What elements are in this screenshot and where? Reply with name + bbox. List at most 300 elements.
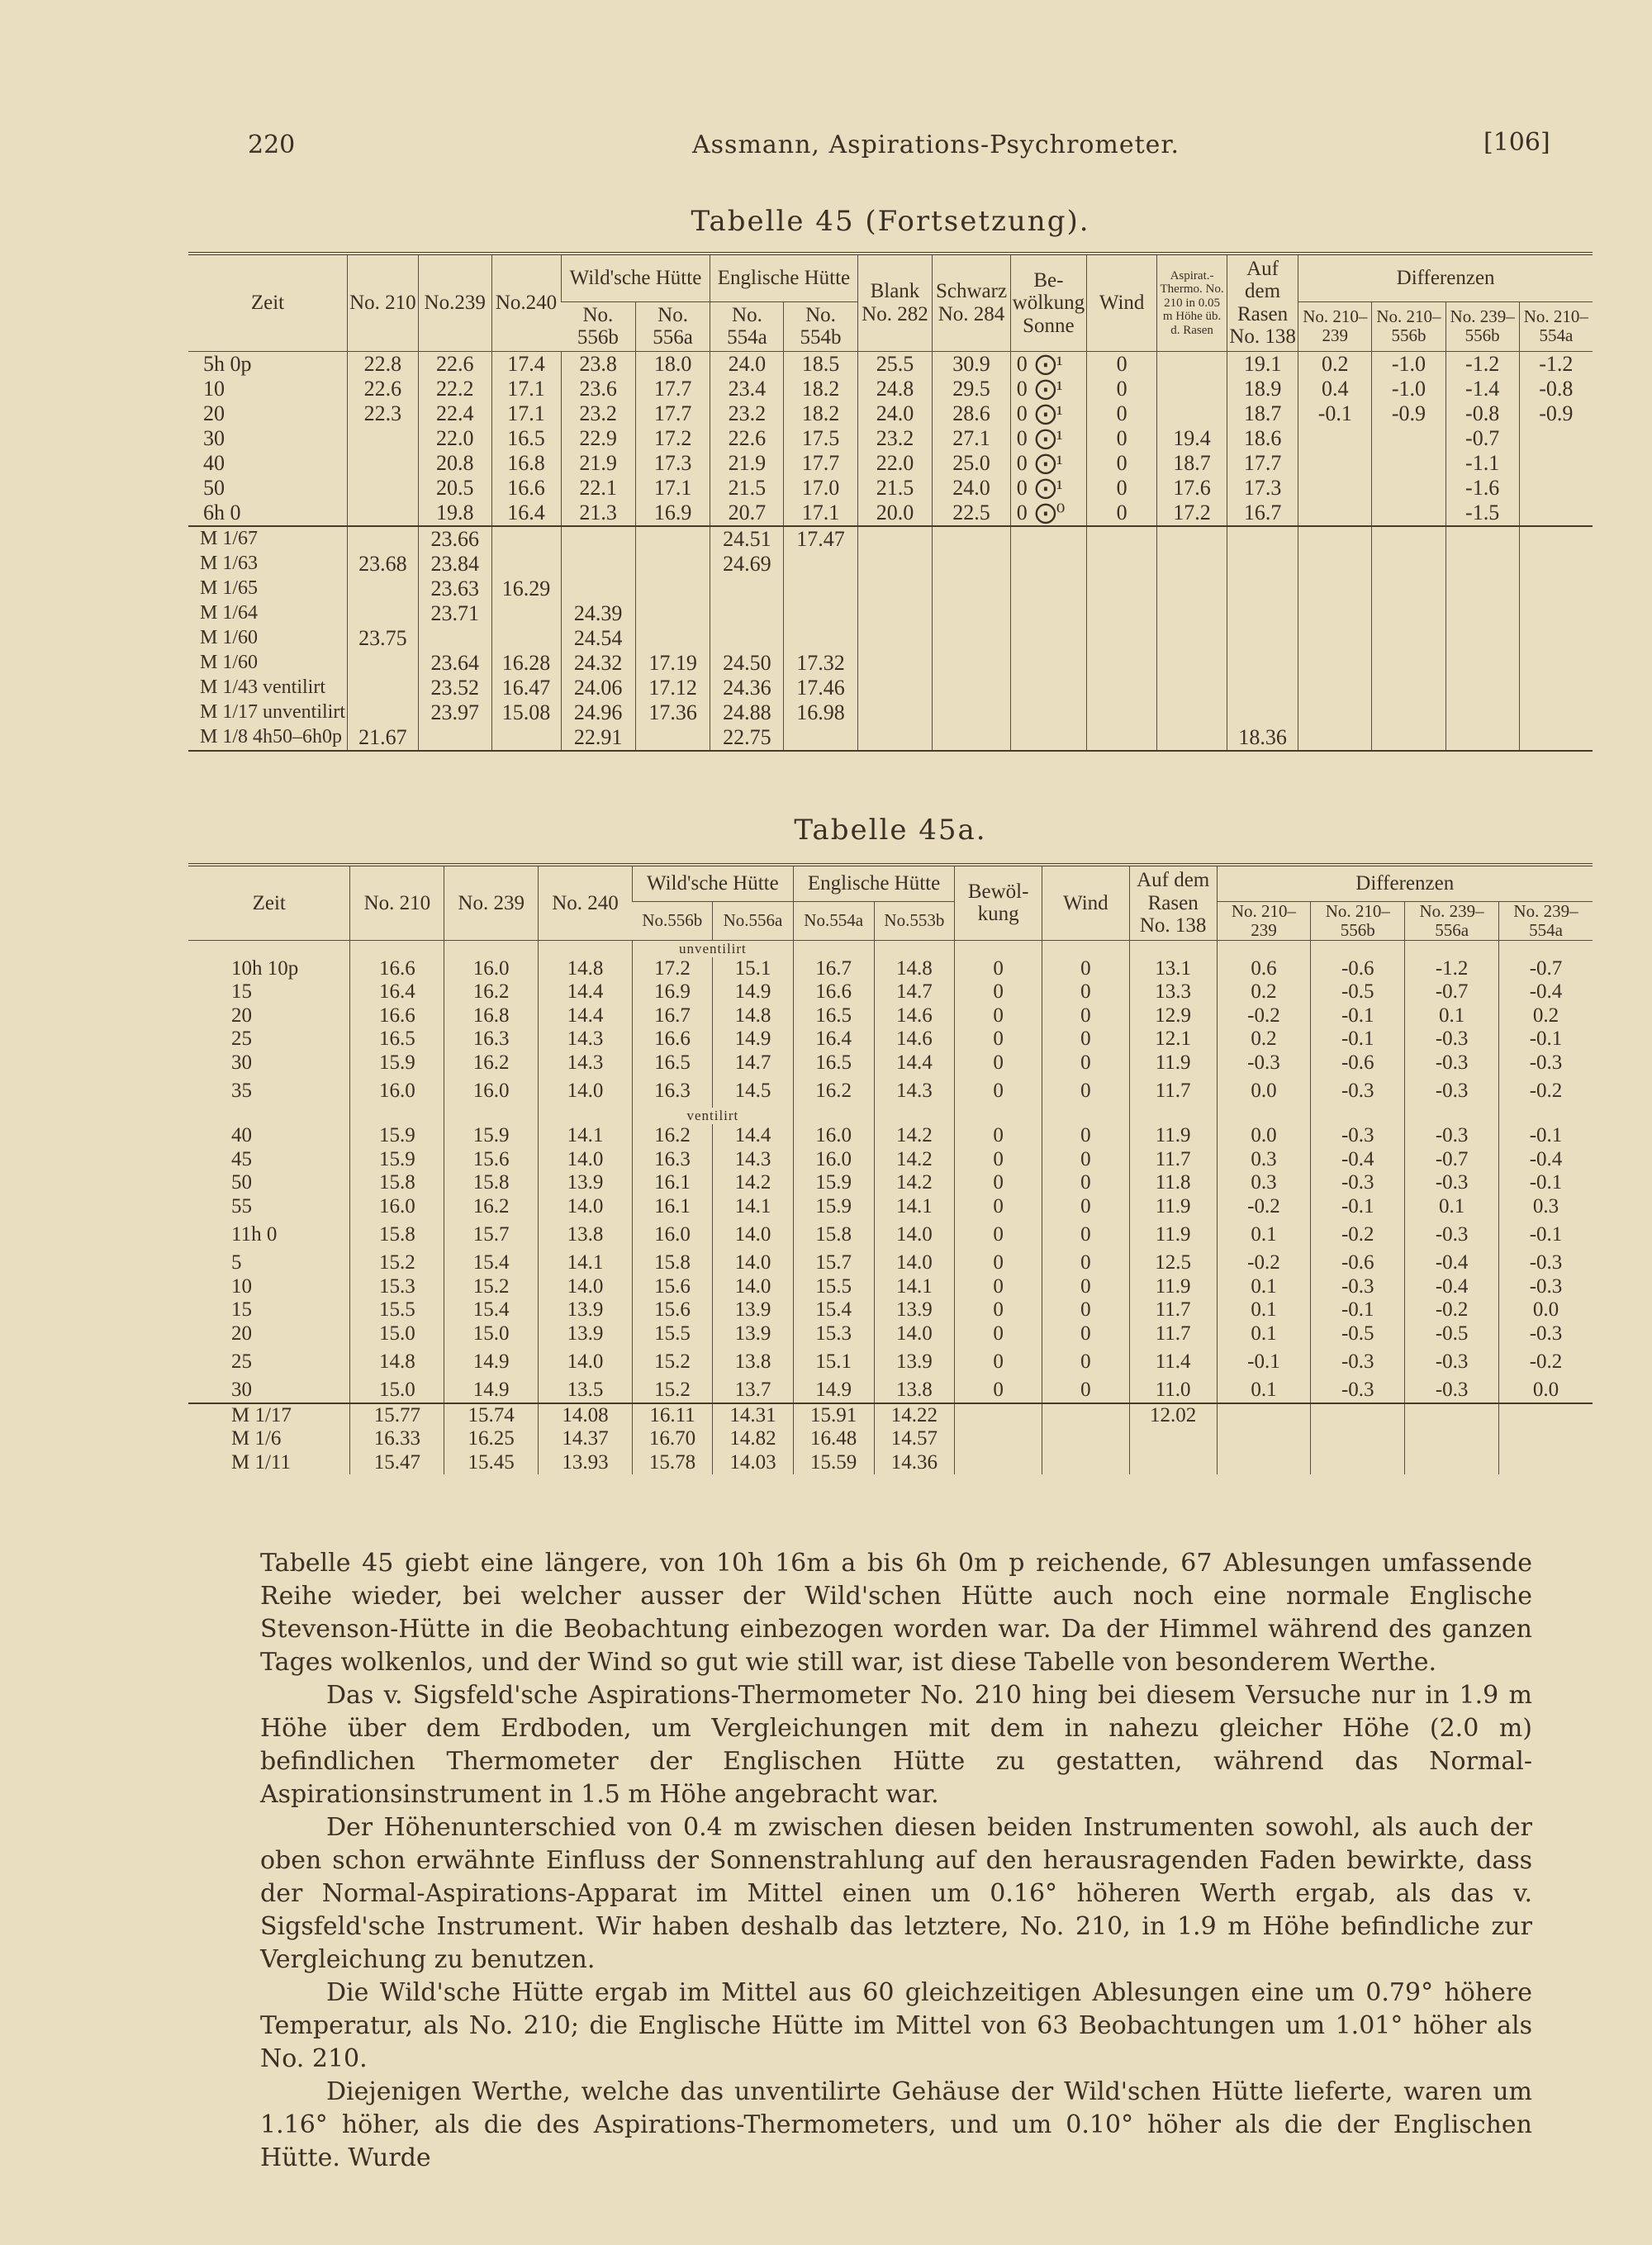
- table-cell: 16.0: [444, 1075, 539, 1108]
- table-cell: 0.4: [1298, 377, 1372, 401]
- table-cell: M 1/11: [231, 1450, 291, 1474]
- table-cell: [1372, 476, 1446, 501]
- table-cell: 20.0: [857, 501, 933, 526]
- t45-h-no554a: No. 554a: [710, 301, 784, 351]
- table-cell: 22.1: [561, 476, 635, 501]
- table-cell: [188, 1108, 350, 1124]
- table-cell: 16.0: [350, 1195, 444, 1219]
- table-cell: 14.0: [539, 1275, 633, 1299]
- table-cell: [955, 1427, 1042, 1451]
- table-cell: 24.39: [561, 601, 635, 626]
- table-cell: 17.32: [784, 651, 857, 676]
- table-cell: [1446, 676, 1519, 700]
- table-cell: ⨀¹: [1034, 450, 1063, 475]
- table-cell: 19.1: [1227, 351, 1298, 377]
- table-cell: -1.2: [1446, 351, 1519, 377]
- table-cell: 23.2: [710, 401, 784, 426]
- table-cell: 15.77: [350, 1403, 444, 1428]
- table-cell: -0.2: [1499, 1346, 1593, 1379]
- table-cell: 14.2: [874, 1124, 955, 1148]
- table-cell: 23.71: [418, 601, 491, 626]
- table-cell: [350, 1108, 444, 1124]
- t45-h-no239: No.239: [418, 254, 491, 351]
- table-cell: 0: [955, 1251, 1042, 1275]
- table-cell: -0.3: [1311, 1379, 1405, 1403]
- table-cell: 11.4: [1129, 1346, 1217, 1379]
- table-cell: 14.0: [874, 1218, 955, 1251]
- table-cell: 11h 0: [231, 1223, 278, 1246]
- table-cell: [1519, 451, 1593, 476]
- table-cell: [1446, 601, 1519, 626]
- t45-h-sonne-label: Sonne: [1023, 314, 1075, 337]
- table-cell: 11.8: [1129, 1171, 1217, 1195]
- table-cell: -0.7: [1499, 957, 1593, 981]
- table-cell: -0.8: [1446, 401, 1519, 426]
- t45a-h-no556a: No.556a: [713, 901, 794, 940]
- table-cell: 13.9: [539, 1298, 633, 1322]
- table-cell: 11.7: [1129, 1075, 1217, 1108]
- t45-h-d3: No. 239–556b: [1446, 301, 1519, 351]
- table-cell: [635, 626, 710, 651]
- table-cell: 25: [231, 1028, 252, 1051]
- table-cell: 20: [231, 1004, 252, 1027]
- table-cell: M 1/43 ventilirt: [200, 676, 325, 698]
- table-cell: [1033, 577, 1087, 601]
- table-cell: [1087, 700, 1157, 725]
- table-cell: 16.8: [491, 451, 561, 476]
- table-cell: 16.70: [632, 1427, 712, 1451]
- table-cell: [1372, 451, 1446, 476]
- table-cell: -0.8: [1519, 377, 1593, 401]
- table-cell: [784, 725, 857, 751]
- table-cell: 17.4: [491, 351, 561, 377]
- table-cell: 14.37: [539, 1427, 633, 1451]
- table-cell: 23.2: [857, 426, 933, 451]
- table-cell: [784, 577, 857, 601]
- table-cell: 20.8: [418, 451, 491, 476]
- table-row: [188, 1218, 1593, 1251]
- table-cell: 14.6: [874, 1004, 955, 1028]
- table-cell: 17.2: [1157, 501, 1227, 526]
- table-cell: [1227, 651, 1298, 676]
- table-cell: 0: [1087, 476, 1157, 501]
- table-row: [188, 451, 1593, 476]
- table-cell: [348, 577, 419, 601]
- t45-h-d4: No. 210–554a: [1519, 301, 1593, 351]
- table-cell: 23.2: [561, 401, 635, 426]
- table-cell: 24.54: [561, 626, 635, 651]
- table-cell: -0.3: [1405, 1346, 1499, 1379]
- table-cell: 18.0: [635, 351, 710, 377]
- table-cell: 13.9: [713, 1298, 794, 1322]
- table-cell: -0.3: [1405, 1028, 1499, 1051]
- table-cell: [1499, 1108, 1593, 1124]
- table-cell: 0.1: [1217, 1275, 1311, 1299]
- table-cell: 17.1: [491, 401, 561, 426]
- table-cell: 16.0: [793, 1124, 874, 1148]
- table-cell: 0: [955, 1322, 1042, 1346]
- table-cell: 14.8: [539, 957, 633, 981]
- table-cell: 24.36: [710, 676, 784, 700]
- table-cell: 0: [1087, 426, 1157, 451]
- table-cell: 28.6: [933, 401, 1010, 426]
- table-cell: 21.3: [561, 501, 635, 526]
- t45a-h-no554a: No.554a: [793, 901, 874, 940]
- table-cell: [933, 700, 1010, 725]
- table-cell: [1217, 940, 1311, 957]
- table-cell: 0: [1042, 1251, 1130, 1275]
- table-cell: [1405, 1403, 1499, 1428]
- table-cell: [1010, 725, 1033, 751]
- table-row: [188, 577, 1593, 601]
- table-cell: [1298, 601, 1372, 626]
- table-cell: [348, 451, 419, 476]
- table-cell: 17.1: [491, 377, 561, 401]
- table-cell: [348, 676, 419, 700]
- table-cell: [1227, 577, 1298, 601]
- table-cell: 22.5: [933, 501, 1010, 526]
- table-cell: 0: [1042, 1379, 1130, 1403]
- table-cell: 16.3: [632, 1075, 712, 1108]
- table-cell: 15.91: [793, 1403, 874, 1428]
- table-cell: 22.6: [348, 377, 419, 401]
- table-cell: [933, 626, 1010, 651]
- table-cell: -0.4: [1405, 1251, 1499, 1275]
- table-cell: 14.0: [713, 1218, 794, 1251]
- table-cell: 30: [203, 425, 225, 450]
- table-cell: 16.48: [793, 1427, 874, 1451]
- table-cell: [1372, 601, 1446, 626]
- table-cell: 21.67: [348, 725, 419, 751]
- table-cell: [1519, 577, 1593, 601]
- table-cell: [1217, 1427, 1311, 1451]
- t45a-h-zeit: Zeit: [188, 865, 350, 940]
- table-cell: [1033, 552, 1087, 577]
- table-cell: -0.4: [1499, 1148, 1593, 1172]
- table-cell: [1217, 1403, 1311, 1428]
- table-cell: -0.4: [1499, 980, 1593, 1004]
- table-cell: 5: [231, 1251, 242, 1274]
- table-cell: 20: [203, 401, 225, 425]
- table-cell: 0: [1042, 1346, 1130, 1379]
- table-cell: 11.9: [1129, 1051, 1217, 1075]
- table-cell: 19.4: [1157, 426, 1227, 451]
- table-cell: 35: [231, 1080, 252, 1103]
- table-cell: 16.1: [632, 1195, 712, 1219]
- table-cell: -0.3: [1405, 1171, 1499, 1195]
- table-cell: [955, 940, 1042, 957]
- table-cell: 16.1: [632, 1171, 712, 1195]
- table-cell: 22.0: [418, 426, 491, 451]
- table-cell: [1157, 577, 1227, 601]
- table-cell: -0.3: [1217, 1051, 1311, 1075]
- table-cell: [491, 626, 561, 651]
- table-cell: [1129, 940, 1217, 957]
- table-cell: -0.3: [1311, 1275, 1405, 1299]
- table-cell: 21.5: [710, 476, 784, 501]
- table-cell: 22.91: [561, 725, 635, 751]
- table-cell: 0: [955, 1075, 1042, 1108]
- table-cell: 0: [955, 1148, 1042, 1172]
- table-cell: 10: [203, 376, 225, 401]
- table-cell: [350, 940, 444, 957]
- table-cell: 16.98: [784, 700, 857, 725]
- t45-h-d2: No. 210–556b: [1372, 301, 1446, 351]
- table-cell: 13.5: [539, 1379, 633, 1403]
- table-cell: [1519, 426, 1593, 451]
- table-cell: 14.0: [713, 1275, 794, 1299]
- table-cell: 17.6: [1157, 476, 1227, 501]
- table-cell: 29.5: [933, 377, 1010, 401]
- table-cell: 0: [1010, 377, 1033, 401]
- table-cell: 14.1: [713, 1195, 794, 1219]
- table-cell: 14.7: [713, 1051, 794, 1075]
- table-cell: 12.02: [1129, 1403, 1217, 1428]
- table-row: [188, 700, 1593, 725]
- table-cell: [784, 626, 857, 651]
- table-cell: -0.1: [1217, 1346, 1311, 1379]
- t45-h-no210: No. 210: [348, 254, 419, 351]
- table-row: [188, 1379, 1593, 1403]
- table-row: [188, 552, 1593, 577]
- table-cell: [1157, 377, 1227, 401]
- table-cell: -0.6: [1311, 1251, 1405, 1275]
- table-cell: -0.5: [1405, 1322, 1499, 1346]
- table-cell: [933, 577, 1010, 601]
- table-cell: 14.36: [874, 1451, 955, 1475]
- table-cell: 10: [231, 1274, 252, 1298]
- table-cell: [1405, 940, 1499, 957]
- table-cell: 18.6: [1227, 426, 1298, 451]
- table-cell: 15.8: [444, 1171, 539, 1195]
- t45-h-wind: Wind: [1087, 254, 1157, 351]
- table-cell: 16.5: [350, 1028, 444, 1051]
- table-cell: 0: [1042, 1028, 1130, 1051]
- table-cell: 16.4: [491, 501, 561, 526]
- table-cell: 19.8: [418, 501, 491, 526]
- table-cell: [710, 577, 784, 601]
- table-cell: 14.22: [874, 1403, 955, 1428]
- table-cell: 16.5: [632, 1051, 712, 1075]
- table-cell: -0.1: [1311, 1028, 1405, 1051]
- table-cell: 17.0: [784, 476, 857, 501]
- table-cell: 16.7: [632, 1004, 712, 1028]
- t45-h-no240: No.240: [491, 254, 561, 351]
- table-cell: 0: [1010, 476, 1033, 501]
- table-cell: 14.1: [874, 1275, 955, 1299]
- table-row: [188, 401, 1593, 426]
- table-cell: 22.9: [561, 426, 635, 451]
- table-cell: [874, 940, 955, 957]
- table-cell: 16.6: [350, 1004, 444, 1028]
- table-cell: 14.57: [874, 1427, 955, 1451]
- t45-h-engl: Englische Hütte: [710, 254, 857, 301]
- table-cell: -0.3: [1499, 1251, 1593, 1275]
- table-row: [188, 725, 1593, 751]
- table-cell: [635, 601, 710, 626]
- table-cell: 23.66: [418, 526, 491, 552]
- paragraph-3: Der Höhenunterschied von 0.4 m zwischen diesen beiden Instrumenten sowohl, als auch der oben schon erwähnte Einfluss der Sonnenstrahlung auf den herausragenden Faden bewirkte, dass der Normal-Aspirations-Apparat im Mittel einen um 0.16° höheren Werth ergab, als das v. Sigsfeld'sche Instrument. Wir haben deshalb das letztere, No. 210, in 1.9 m Höhe befindliche zur Vergleichung zu benutzen.: [260, 1813, 1532, 1974]
- table-cell: 16.47: [491, 676, 561, 700]
- t45-data-rows: [188, 351, 1593, 751]
- table-cell: -0.7: [1405, 980, 1499, 1004]
- table-cell: 13.7: [713, 1379, 794, 1403]
- table-cell: [1217, 1108, 1311, 1124]
- table-cell: [857, 725, 933, 751]
- table-cell: [1311, 1427, 1405, 1451]
- table-cell: 50: [231, 1171, 252, 1194]
- table-cell: [1227, 601, 1298, 626]
- table-cell: [955, 1403, 1042, 1428]
- table-cell: 17.12: [635, 676, 710, 700]
- table-cell: -1.5: [1446, 501, 1519, 526]
- table-cell: 15.59: [793, 1451, 874, 1475]
- table-cell: 16.0: [632, 1218, 712, 1251]
- table-row: [188, 1322, 1593, 1346]
- table-cell: [933, 601, 1010, 626]
- table-cell: [710, 626, 784, 651]
- table-cell: [635, 552, 710, 577]
- table-cell: 0: [1042, 1148, 1130, 1172]
- table-cell: -0.4: [1405, 1275, 1499, 1299]
- table-cell: 0: [955, 980, 1042, 1004]
- table-cell: 15: [231, 980, 252, 1004]
- table-cell: 16.6: [350, 957, 444, 981]
- table-cell: 24.0: [857, 401, 933, 426]
- table-cell: [188, 940, 350, 957]
- table-cell: 0: [1010, 351, 1033, 377]
- table-cell: 0.3: [1217, 1171, 1311, 1195]
- table-cell: [1042, 1108, 1130, 1124]
- t45-h-no556b: No. 556b: [561, 301, 635, 351]
- t45a-h-diff: Differenzen: [1217, 865, 1593, 901]
- table-row: [188, 526, 1593, 552]
- table-cell: [561, 577, 635, 601]
- table-cell: 14.6: [874, 1028, 955, 1051]
- table-cell: 16.9: [632, 980, 712, 1004]
- table-cell: [1087, 725, 1157, 751]
- table-cell: 14.5: [713, 1075, 794, 1108]
- paragraph-4: Die Wild'sche Hütte ergab im Mittel aus 60 gleichzeitigen Ablesungen eine um 0.79° höhere Temperatur, als No. 210; die Englische Hütte im Mittel von 63 Beobachtungen um 1.01° höher als No. 210.: [260, 1978, 1532, 2073]
- table-cell: [348, 501, 419, 526]
- table-cell: 15.9: [350, 1124, 444, 1148]
- table-cell: [857, 651, 933, 676]
- table-cell: ⨀¹: [1034, 425, 1063, 450]
- table-cell: 14.8: [874, 957, 955, 981]
- table-cell: [491, 552, 561, 577]
- table-cell: 0: [955, 1218, 1042, 1251]
- table-row: [188, 1403, 1593, 1428]
- table-cell: [635, 526, 710, 552]
- table-cell: -0.3: [1405, 1379, 1499, 1403]
- table-cell: 25: [231, 1350, 252, 1374]
- table-cell: 13.9: [874, 1298, 955, 1322]
- table-cell: 17.1: [784, 501, 857, 526]
- table-cell: 0: [955, 1275, 1042, 1299]
- table-cell: 17.19: [635, 651, 710, 676]
- table-cell: [491, 526, 561, 552]
- table-cell: [491, 725, 561, 751]
- table-cell: -0.2: [1311, 1218, 1405, 1251]
- table-cell: 23.52: [418, 676, 491, 700]
- table-cell: 24.8: [857, 377, 933, 401]
- table-cell: 15.9: [350, 1051, 444, 1075]
- table-cell: [857, 601, 933, 626]
- table-cell: 15.8: [350, 1218, 444, 1251]
- table-cell: -0.3: [1405, 1124, 1499, 1148]
- table-cell: [784, 601, 857, 626]
- table-cell: 0.1: [1217, 1298, 1311, 1322]
- table-cell: -1.2: [1519, 351, 1593, 377]
- table-cell: 22.75: [710, 725, 784, 751]
- table-cell: 16.5: [793, 1004, 874, 1028]
- table-cell: [1405, 1108, 1499, 1124]
- table-cell: [1227, 552, 1298, 577]
- table-cell: 15.2: [632, 1379, 712, 1403]
- table-cell: 16.4: [793, 1028, 874, 1051]
- table-cell: 14.3: [874, 1075, 955, 1108]
- table-cell: 18.2: [784, 401, 857, 426]
- table-cell: 14.0: [539, 1075, 633, 1108]
- table-cell: 24.69: [710, 552, 784, 577]
- t45-h-diff: Differenzen: [1298, 254, 1593, 301]
- table-cell: M 1/17 unventilirt: [200, 701, 345, 723]
- table-cell: 0.1: [1217, 1218, 1311, 1251]
- t45-h-d1: No. 210–239: [1298, 301, 1372, 351]
- table-cell: 15.2: [444, 1275, 539, 1299]
- table-cell: ⨀¹: [1034, 376, 1063, 401]
- table-cell: 18.7: [1227, 401, 1298, 426]
- table-cell: 25.0: [933, 451, 1010, 476]
- table-cell: 15.8: [793, 1218, 874, 1251]
- table-cell: [1227, 526, 1298, 552]
- table-cell: M 1/65: [200, 577, 259, 599]
- table-cell: [1010, 626, 1033, 651]
- table-cell: [1311, 940, 1405, 957]
- table-cell: [793, 940, 874, 957]
- table-cell: 14.3: [539, 1051, 633, 1075]
- table-cell: 16.2: [444, 980, 539, 1004]
- table-cell: [1446, 577, 1519, 601]
- table-cell: 0.0: [1217, 1075, 1311, 1108]
- table-cell: 0.0: [1499, 1379, 1593, 1403]
- table-cell: 0.0: [1217, 1124, 1311, 1148]
- table-cell: 14.82: [713, 1427, 794, 1451]
- table-cell: 13.8: [713, 1346, 794, 1379]
- table-cell: [1298, 577, 1372, 601]
- table-cell: 13.93: [539, 1451, 633, 1475]
- table-cell: [1298, 626, 1372, 651]
- table-cell: [1033, 725, 1087, 751]
- table-cell: [1227, 626, 1298, 651]
- table-cell: 0: [1087, 351, 1157, 377]
- table-cell: 14.2: [874, 1171, 955, 1195]
- table-cell: [1372, 577, 1446, 601]
- table-cell: [1519, 626, 1593, 651]
- table-cell: [1033, 526, 1087, 552]
- table-cell: 15.5: [793, 1275, 874, 1299]
- table-cell: 16.5: [491, 426, 561, 451]
- table-cell: 17.3: [1227, 476, 1298, 501]
- table-cell: [1298, 526, 1372, 552]
- table-cell: 0.1: [1217, 1379, 1311, 1403]
- table-cell: 18.36: [1227, 725, 1298, 751]
- table-cell: [1519, 476, 1593, 501]
- table-cell: [444, 1108, 539, 1124]
- table-cell: [418, 725, 491, 751]
- table-cell: -0.9: [1372, 401, 1446, 426]
- table-row: [188, 377, 1593, 401]
